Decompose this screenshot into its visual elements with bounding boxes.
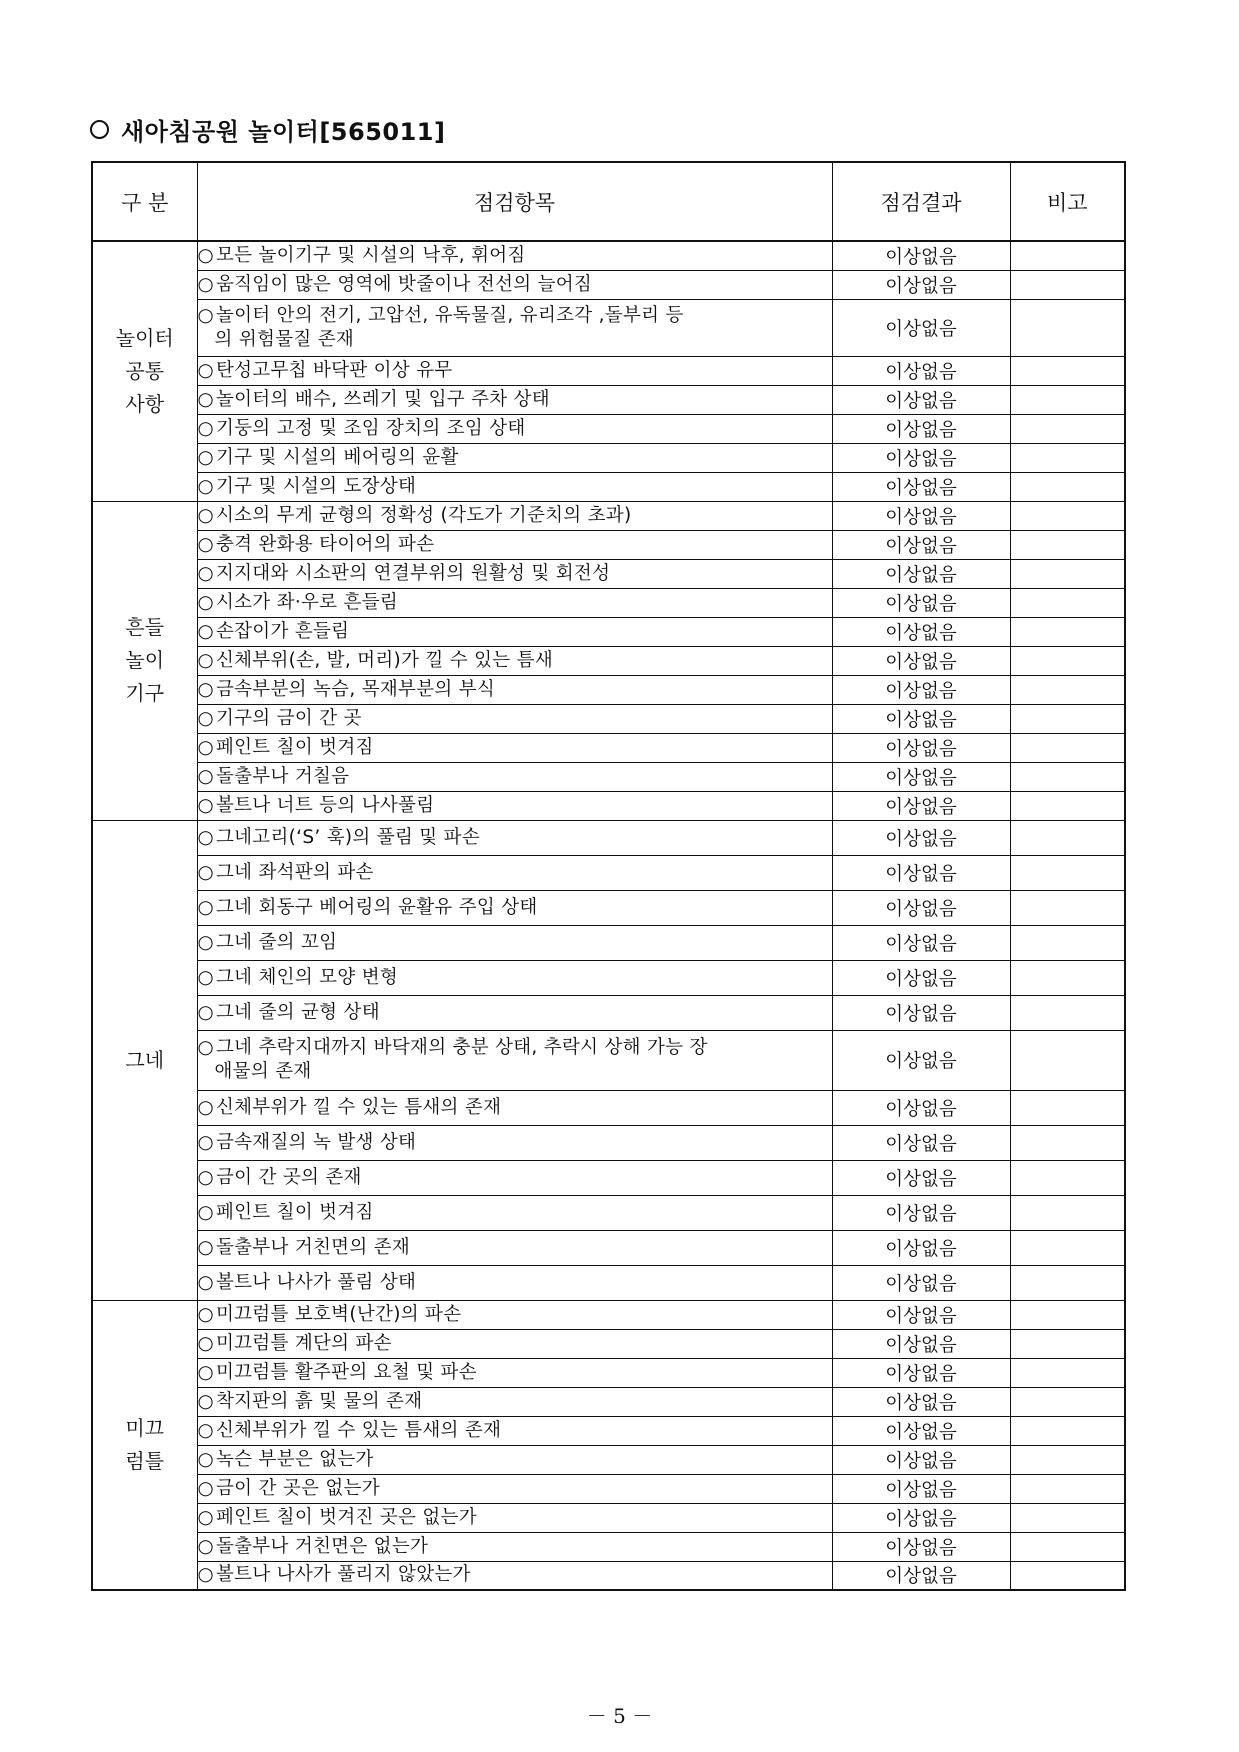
- note-cell: [1010, 299, 1125, 356]
- bullet-icon: ○: [197, 861, 214, 883]
- check-item-text: 페인트 칠이 벗겨진 곳은 없는가: [215, 1506, 477, 1528]
- check-item-text: 금이 간 곳은 없는가: [215, 1477, 380, 1499]
- check-item-cell: [197, 820, 832, 855]
- bullet-icon: ○: [197, 533, 214, 555]
- check-item-cell: [197, 646, 832, 675]
- note-cell: [1010, 617, 1125, 646]
- bullet-icon: ○: [197, 1390, 214, 1412]
- table-row: [92, 385, 1125, 414]
- check-item-cell: [197, 890, 832, 925]
- result-cell: 이상없음: [832, 820, 1010, 855]
- check-item-cell: [197, 530, 832, 559]
- note-cell: [1010, 356, 1125, 385]
- bullet-icon: ○: [197, 1131, 214, 1153]
- check-item-text: 시소의 무게 균형의 정확성 (각도가 기준치의 초과): [215, 504, 632, 526]
- check-item-text: 볼트나 나사가 풀림 상태: [215, 1271, 417, 1293]
- check-item-cell: [197, 1300, 832, 1329]
- bullet-icon: ○: [197, 1506, 214, 1528]
- note-cell: [1010, 1160, 1125, 1195]
- check-item-cell: [197, 617, 832, 646]
- result-cell: 이상없음: [832, 356, 1010, 385]
- result-cell: 이상없음: [832, 733, 1010, 762]
- table-row: [92, 588, 1125, 617]
- check-item-text: 기둥의 고정 및 조임 장치의 조임 상태: [215, 417, 526, 439]
- table-row: [92, 1265, 1125, 1300]
- result-cell: 이상없음: [832, 501, 1010, 530]
- table-row: [92, 1532, 1125, 1561]
- category-cell: [92, 820, 197, 1300]
- bullet-icon: ○: [197, 504, 214, 526]
- table-row: [92, 617, 1125, 646]
- check-item-text-continued: 의 위험물질 존재: [214, 328, 355, 350]
- note-cell: [1010, 1561, 1125, 1590]
- bullet-icon: ○: [197, 562, 214, 584]
- check-item-cell: [197, 588, 832, 617]
- bullet-icon: ○: [197, 1303, 214, 1325]
- note-cell: [1010, 1416, 1125, 1445]
- check-item-text: 시소가 좌·우로 흔들림: [215, 591, 399, 613]
- table-row: [92, 414, 1125, 443]
- note-cell: [1010, 995, 1125, 1030]
- check-item-cell: [197, 1230, 832, 1265]
- note-cell: [1010, 1265, 1125, 1300]
- table-row: [92, 472, 1125, 501]
- check-item-cell: [197, 385, 832, 414]
- result-cell: 이상없음: [832, 1474, 1010, 1503]
- check-item-text: 착지판의 흙 및 물의 존재: [215, 1390, 423, 1412]
- note-cell: [1010, 1030, 1125, 1090]
- check-item-cell: [197, 270, 832, 299]
- check-item-text: 그네 좌석판의 파손: [215, 861, 374, 883]
- table-row: [92, 530, 1125, 559]
- bullet-icon: ○: [197, 1448, 214, 1470]
- page-title: [90, 112, 445, 147]
- table-row: [92, 855, 1125, 890]
- check-item-text: 기구 및 시설의 베어링의 윤활: [215, 446, 459, 468]
- table-row: [92, 443, 1125, 472]
- result-cell: 이상없음: [832, 1230, 1010, 1265]
- table-row: [92, 501, 1125, 530]
- check-item-text: 돌출부나 거친면의 존재: [215, 1236, 411, 1258]
- table-body: [92, 241, 1125, 1590]
- note-cell: [1010, 960, 1125, 995]
- note-cell: [1010, 1090, 1125, 1125]
- category-label: 놀이: [125, 648, 165, 672]
- result-cell: 이상없음: [832, 559, 1010, 588]
- check-item-cell: [197, 855, 832, 890]
- check-item-text: 미끄럼틀 활주판의 요철 및 파손: [215, 1361, 477, 1383]
- check-item-cell: [197, 1195, 832, 1230]
- result-cell: 이상없음: [832, 1358, 1010, 1387]
- result-cell: 이상없음: [832, 299, 1010, 356]
- result-cell: 이상없음: [832, 588, 1010, 617]
- table-row: [92, 356, 1125, 385]
- check-item-cell: [197, 1329, 832, 1358]
- bullet-icon: ○: [197, 1201, 214, 1223]
- note-cell: [1010, 501, 1125, 530]
- check-item-text: 페인트 칠이 벗겨짐: [215, 1201, 374, 1223]
- table-row: [92, 890, 1125, 925]
- category-label: 미끄: [125, 1415, 165, 1440]
- table-row: [92, 1329, 1125, 1358]
- bullet-icon: ○: [197, 765, 214, 787]
- category-label: 기구: [125, 681, 165, 705]
- bullet-icon: ○: [197, 417, 214, 439]
- table-row: [92, 1090, 1125, 1125]
- table-row: [92, 925, 1125, 960]
- result-cell: 이상없음: [832, 1416, 1010, 1445]
- bullet-icon: ○: [197, 620, 214, 642]
- note-cell: [1010, 385, 1125, 414]
- result-cell: 이상없음: [832, 472, 1010, 501]
- check-item-text: 놀이터의 배수, 쓰레기 및 입구 주차 상태: [215, 388, 550, 410]
- bullet-icon: ○: [197, 931, 214, 953]
- check-item-text: 충격 완화용 타이어의 파손: [215, 533, 435, 555]
- check-item-text: 미끄럼틀 보호벽(난간)의 파손: [215, 1303, 462, 1325]
- result-cell: 이상없음: [832, 1090, 1010, 1125]
- table-row: [92, 704, 1125, 733]
- check-item-cell: [197, 995, 832, 1030]
- bullet-icon: ○: [197, 1001, 214, 1023]
- check-item-text: 신체부위가 낄 수 있는 틈새의 존재: [215, 1096, 502, 1118]
- check-item-text: 금이 간 곳의 존재: [215, 1166, 362, 1188]
- check-item-cell: [197, 1387, 832, 1416]
- table-row: [92, 1195, 1125, 1230]
- table-row: [92, 762, 1125, 791]
- check-item-cell: [197, 960, 832, 995]
- note-cell: [1010, 925, 1125, 960]
- bullet-icon: ○: [197, 736, 214, 758]
- bullet-icon: ○: [197, 1564, 214, 1586]
- check-item-text: 볼트나 나사가 풀리지 않았는가: [215, 1564, 471, 1586]
- circle-bullet-icon: [90, 120, 109, 139]
- check-item-cell: [197, 1030, 832, 1090]
- category-label: 놀이터: [115, 325, 174, 350]
- note-cell: [1010, 588, 1125, 617]
- page-title-text: 새아침공원 놀이터[565011]: [121, 118, 446, 146]
- note-cell: [1010, 1329, 1125, 1358]
- result-cell: 이상없음: [832, 1195, 1010, 1230]
- check-item-text: 금속부분의 녹슴, 목재부분의 부식: [215, 678, 496, 700]
- header-note: 비고: [1010, 162, 1125, 241]
- table-row: [92, 995, 1125, 1030]
- check-item-text: 그네고리(‘S’ 훅)의 풀림 및 파손: [215, 826, 480, 848]
- category-cell: [92, 501, 197, 820]
- check-item-text: 녹슨 부분은 없는가: [215, 1448, 374, 1470]
- check-item-cell: [197, 241, 832, 270]
- bullet-icon: ○: [197, 1332, 214, 1354]
- table-row: [92, 270, 1125, 299]
- bullet-icon: ○: [197, 896, 214, 918]
- bullet-icon: ○: [197, 446, 214, 468]
- table-row: [92, 1030, 1125, 1090]
- table-row: [92, 1561, 1125, 1590]
- note-cell: [1010, 704, 1125, 733]
- bullet-icon: ○: [197, 707, 214, 729]
- bullet-icon: ○: [197, 1271, 214, 1293]
- check-item-text: 기구의 금이 간 곳: [215, 707, 362, 729]
- check-item-cell: [197, 1125, 832, 1160]
- result-cell: 이상없음: [832, 414, 1010, 443]
- bullet-icon: ○: [197, 1096, 214, 1118]
- check-item-cell: [197, 559, 832, 588]
- category-cell: [92, 241, 197, 501]
- check-item-text: 페인트 칠이 벗겨짐: [215, 736, 374, 758]
- check-item-text: 돌출부나 거칠음: [215, 765, 350, 787]
- table-row: [92, 559, 1125, 588]
- table-row: [92, 1416, 1125, 1445]
- check-item-text: 지지대와 시소판의 연결부위의 원활성 및 회전성: [215, 562, 611, 584]
- note-cell: [1010, 1387, 1125, 1416]
- check-item-text: 기구 및 시설의 도장상태: [215, 475, 417, 497]
- note-cell: [1010, 733, 1125, 762]
- table-row: [92, 646, 1125, 675]
- note-cell: [1010, 241, 1125, 270]
- table-row: [92, 1503, 1125, 1532]
- bullet-icon: ○: [197, 1037, 214, 1058]
- category-label: 공통: [125, 358, 165, 383]
- table-row: [92, 1300, 1125, 1329]
- note-cell: [1010, 1195, 1125, 1230]
- check-item-cell: [197, 1265, 832, 1300]
- note-cell: [1010, 1503, 1125, 1532]
- note-cell: [1010, 472, 1125, 501]
- result-cell: 이상없음: [832, 443, 1010, 472]
- bullet-icon: ○: [197, 1361, 214, 1383]
- note-cell: [1010, 443, 1125, 472]
- category-label: 럼틀: [125, 1448, 165, 1473]
- check-item-text-continued: 애물의 존재: [214, 1061, 312, 1082]
- check-item-text: 미끄럼틀 계단의 파손: [215, 1332, 392, 1354]
- check-item-text: 그네 줄의 꼬임: [215, 931, 338, 953]
- table-row: [92, 1160, 1125, 1195]
- result-cell: 이상없음: [832, 1445, 1010, 1474]
- table-row: [92, 1474, 1125, 1503]
- check-item-text: 그네 체인의 모양 변형: [215, 966, 399, 988]
- check-item-text: 신체부위(손, 발, 머리)가 낄 수 있는 틈새: [215, 649, 553, 671]
- check-item-text: 탄성고무칩 바닥판 이상 유무: [215, 359, 453, 381]
- check-item-cell: [197, 704, 832, 733]
- check-item-cell: [197, 356, 832, 385]
- bullet-icon: ○: [197, 1236, 214, 1258]
- bullet-icon: ○: [197, 591, 214, 613]
- category-cell: [92, 1300, 197, 1590]
- note-cell: [1010, 270, 1125, 299]
- result-cell: 이상없음: [832, 704, 1010, 733]
- check-item-cell: [197, 414, 832, 443]
- result-cell: 이상없음: [832, 791, 1010, 820]
- check-item-cell: [197, 443, 832, 472]
- check-item-text: 신체부위가 낄 수 있는 틈새의 존재: [215, 1419, 502, 1441]
- check-item-cell: [197, 791, 832, 820]
- note-cell: [1010, 855, 1125, 890]
- check-item-text: 그네 줄의 균형 상태: [215, 1001, 380, 1023]
- bullet-icon: ○: [197, 794, 214, 816]
- note-cell: [1010, 1532, 1125, 1561]
- check-item-cell: [197, 1358, 832, 1387]
- table-row: [92, 1125, 1125, 1160]
- note-cell: [1010, 1230, 1125, 1265]
- result-cell: 이상없음: [832, 530, 1010, 559]
- category-label: 흔들: [125, 615, 165, 639]
- check-item-cell: [197, 472, 832, 501]
- check-item-cell: [197, 762, 832, 791]
- table-row: [92, 299, 1125, 356]
- table-row: [92, 791, 1125, 820]
- table-row: [92, 733, 1125, 762]
- check-item-cell: [197, 1561, 832, 1590]
- bullet-icon: ○: [197, 1477, 214, 1499]
- note-cell: [1010, 646, 1125, 675]
- result-cell: 이상없음: [832, 1561, 1010, 1590]
- result-cell: 이상없음: [832, 617, 1010, 646]
- check-item-text: 볼트나 너트 등의 나사풀림: [215, 794, 435, 816]
- table-header-row: [92, 162, 1125, 241]
- result-cell: 이상없음: [832, 646, 1010, 675]
- result-cell: 이상없음: [832, 385, 1010, 414]
- result-cell: 이상없음: [832, 675, 1010, 704]
- table-row: [92, 1387, 1125, 1416]
- check-item-cell: [197, 299, 832, 356]
- result-cell: 이상없음: [832, 890, 1010, 925]
- result-cell: 이상없음: [832, 960, 1010, 995]
- result-cell: 이상없음: [832, 1387, 1010, 1416]
- check-item-text: 돌출부나 거친면은 없는가: [215, 1535, 429, 1557]
- inspection-table: [91, 161, 1126, 1591]
- note-cell: [1010, 559, 1125, 588]
- note-cell: [1010, 1445, 1125, 1474]
- check-item-text: 금속재질의 녹 발생 상태: [215, 1131, 417, 1153]
- category-label: 그네: [125, 1047, 165, 1072]
- bullet-icon: ○: [197, 304, 214, 326]
- check-item-text: 그네 추락지대까지 바닥재의 충분 상태, 추락시 상해 가능 장: [215, 1037, 708, 1058]
- table-row: [92, 1230, 1125, 1265]
- result-cell: 이상없음: [832, 1329, 1010, 1358]
- check-item-cell: [197, 501, 832, 530]
- note-cell: [1010, 791, 1125, 820]
- check-item-cell: [197, 733, 832, 762]
- bullet-icon: ○: [197, 273, 214, 295]
- note-cell: [1010, 530, 1125, 559]
- bullet-icon: ○: [197, 826, 214, 848]
- result-cell: 이상없음: [832, 1532, 1010, 1561]
- check-item-text: 놀이터 안의 전기, 고압선, 유독물질, 유리조각 ,돌부리 등: [215, 304, 684, 326]
- bullet-icon: ○: [197, 1419, 214, 1441]
- table-row: [92, 820, 1125, 855]
- check-item-cell: [197, 1090, 832, 1125]
- table-row: [92, 675, 1125, 704]
- bullet-icon: ○: [197, 388, 214, 410]
- result-cell: 이상없음: [832, 1503, 1010, 1532]
- note-cell: [1010, 762, 1125, 791]
- check-item-cell: [197, 1160, 832, 1195]
- result-cell: 이상없음: [832, 241, 1010, 270]
- check-item-cell: [197, 1474, 832, 1503]
- result-cell: 이상없음: [832, 1300, 1010, 1329]
- check-item-text: 그네 회동구 베어링의 윤활유 주입 상태: [215, 896, 538, 918]
- bullet-icon: ○: [197, 649, 214, 671]
- table-row: [92, 1445, 1125, 1474]
- check-item-cell: [197, 1416, 832, 1445]
- check-item-text: 손잡이가 흔들림: [215, 620, 350, 642]
- result-cell: 이상없음: [832, 1125, 1010, 1160]
- note-cell: [1010, 1474, 1125, 1503]
- bullet-icon: ○: [197, 1535, 214, 1557]
- result-cell: 이상없음: [832, 762, 1010, 791]
- note-cell: [1010, 890, 1125, 925]
- result-cell: 이상없음: [832, 1030, 1010, 1090]
- category-label: 사항: [125, 391, 165, 416]
- bullet-icon: ○: [197, 678, 214, 700]
- result-cell: 이상없음: [832, 270, 1010, 299]
- note-cell: [1010, 1125, 1125, 1160]
- header-item: 점검항목: [197, 162, 832, 241]
- check-item-text: 모든 놀이기구 및 시설의 낙후, 휘어짐: [215, 244, 526, 266]
- bullet-icon: ○: [197, 966, 214, 988]
- result-cell: 이상없음: [832, 995, 1010, 1030]
- result-cell: 이상없음: [832, 1265, 1010, 1300]
- table-row: [92, 1358, 1125, 1387]
- note-cell: [1010, 1358, 1125, 1387]
- bullet-icon: ○: [197, 1166, 214, 1188]
- note-cell: [1010, 1300, 1125, 1329]
- check-item-cell: [197, 1532, 832, 1561]
- check-item-text: 움직임이 많은 영역에 밧줄이나 전선의 늘어짐: [215, 273, 593, 295]
- check-item-cell: [197, 1445, 832, 1474]
- result-cell: 이상없음: [832, 855, 1010, 890]
- header-result: 점검결과: [832, 162, 1010, 241]
- table-row: [92, 241, 1125, 270]
- bullet-icon: ○: [197, 244, 214, 266]
- check-item-cell: [197, 925, 832, 960]
- bullet-icon: ○: [197, 359, 214, 381]
- note-cell: [1010, 414, 1125, 443]
- table-row: [92, 960, 1125, 995]
- result-cell: 이상없음: [832, 1160, 1010, 1195]
- check-item-cell: [197, 1503, 832, 1532]
- page-number: － 5 －: [586, 1704, 653, 1728]
- check-item-cell: [197, 675, 832, 704]
- result-cell: 이상없음: [832, 925, 1010, 960]
- header-category: 구 분: [92, 162, 197, 241]
- note-cell: [1010, 820, 1125, 855]
- note-cell: [1010, 675, 1125, 704]
- bullet-icon: ○: [197, 475, 214, 497]
